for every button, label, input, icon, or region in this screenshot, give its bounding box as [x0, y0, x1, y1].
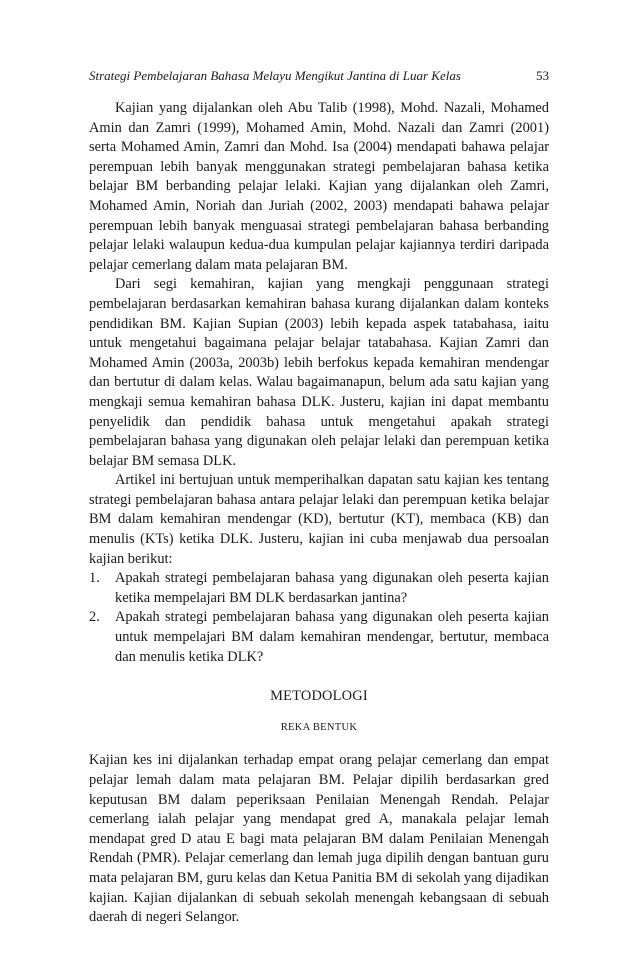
paragraph-skills: Dari segi kemahiran, kajian yang mengkaji penggunaan strategi pembelajaran berdasarkan kemahiran bahasa kurang dijalankan dalam konteks pendidikan BM. Kajian Supian (2003) lebih kepada aspek tatabahasa, iaitu untuk mengetahui bagaimana pelajar belajar tatabahasa. Kajian Zamri dan Mohamed Amin (2003a, 2003b) lebih berfokus kepada kemahiran mendengar dan bertutur di dalam kelas. Walau bagaimanapun, belum ada satu kajian yang mengkaji semua kemahiran bahasa DLK. Justeru, kajian ini dapat membantu penyelidik dan pendidik bahasa untuk mengetahui apakah strategi pembelajaran bahasa yang digunakan oleh pelajar lelaki dan perempuan ketika belajar BM semasa DLK. — [89, 276, 549, 469]
list-item-text: Apakah strategi pembelajaran bahasa yang digunakan oleh peserta kajian ketika mempelajari BM DLK berdasarkan jantina? — [115, 570, 549, 606]
subsection-heading: REKA BENTUK — [280, 721, 358, 733]
body-text — [89, 99, 549, 928]
heading-spacer — [89, 737, 549, 751]
paragraph-design: Kajian kes ini dijalankan terhadap empat orang pelajar cemerlang dan empat pelajar lemah dalam mata pelajaran BM. Pelajar dipilih berdasarkan gred keputusan BM dalam peperiksaan Penilaian Menengah Rendah. Pelajar cemerlang ialah pelajar yang mendapat gred A, manakala pelajar lemah mendapat gred D atau E bagi mata pelajaran BM dalam Penilaian Menengah Rendah (PMR). Pelajar cemerlang dan lemah juga dipilih dengan bantuan guru mata pelajaran BM, guru kelas dan Ketua Panitia BM di sekolah yang dijadikan kajian. Kajian dijalankan di sebuah sekolah menengah kebangsaan di sebuah daerah di negeri Selangor. — [89, 752, 549, 926]
list-item-number: 2. — [89, 609, 100, 626]
paragraph-prior-studies: Kajian yang dijalankan oleh Abu Talib (1998), Mohd. Nazali, Mohamed Amin dan Zamri (1999), Mohamed Amin, Mohd. Nazali dan Zamri (2001) serta Mohamed Amin, Zamri dan Mohd. Isa (2004) mendapati bahawa pelajar perempuan lebih banyak menggunakan strategi pembelajaran bahasa ketika belajar BM berbanding pelajar lelaki. Kajian yang dijalankan oleh Zamri, Mohamed Amin, Noriah dan Juriah (2002, 2003) mendapati bahawa pelajar perempuan lebih banyak menguasai strategi pembelajaran bahasa berbanding pelajar lelaki walaupun kedua-dua kumpulan pelajar kajiannya terdiri daripada pelajar cemerlang dalam mata pelajaran BM. — [89, 100, 549, 273]
section-heading: METODOLOGI — [270, 688, 368, 705]
running-title: Strategi Pembelajaran Bahasa Melayu Mengikut Jantina di Luar Kelas — [89, 68, 461, 83]
list-item-number: 1. — [89, 570, 100, 587]
research-questions-list — [89, 569, 549, 667]
paragraph-objective: Artikel ini bertujuan untuk memperihalkan dapatan satu kajian kes tentang strategi pembelajaran bahasa antara pelajar lelaki dan perempuan ketika belajar BM dalam kemahiran mendengar (KD), bertutur (KT), membaca (KB) dan menulis (KTs) ketika DLK. Justeru, kajian ini cuba menjawab dua persoalan kajian berikut: — [89, 472, 549, 567]
page-number: 53 — [536, 68, 549, 83]
list-item — [89, 608, 549, 667]
list-item-text: Apakah strategi pembelajaran bahasa yang digunakan oleh peserta kajian untuk mempelajari BM dalam kemahiran mendengar, bertutur, membaca dan menulis ketika DLK? — [115, 609, 549, 665]
running-header — [89, 68, 549, 84]
list-item — [89, 569, 549, 608]
